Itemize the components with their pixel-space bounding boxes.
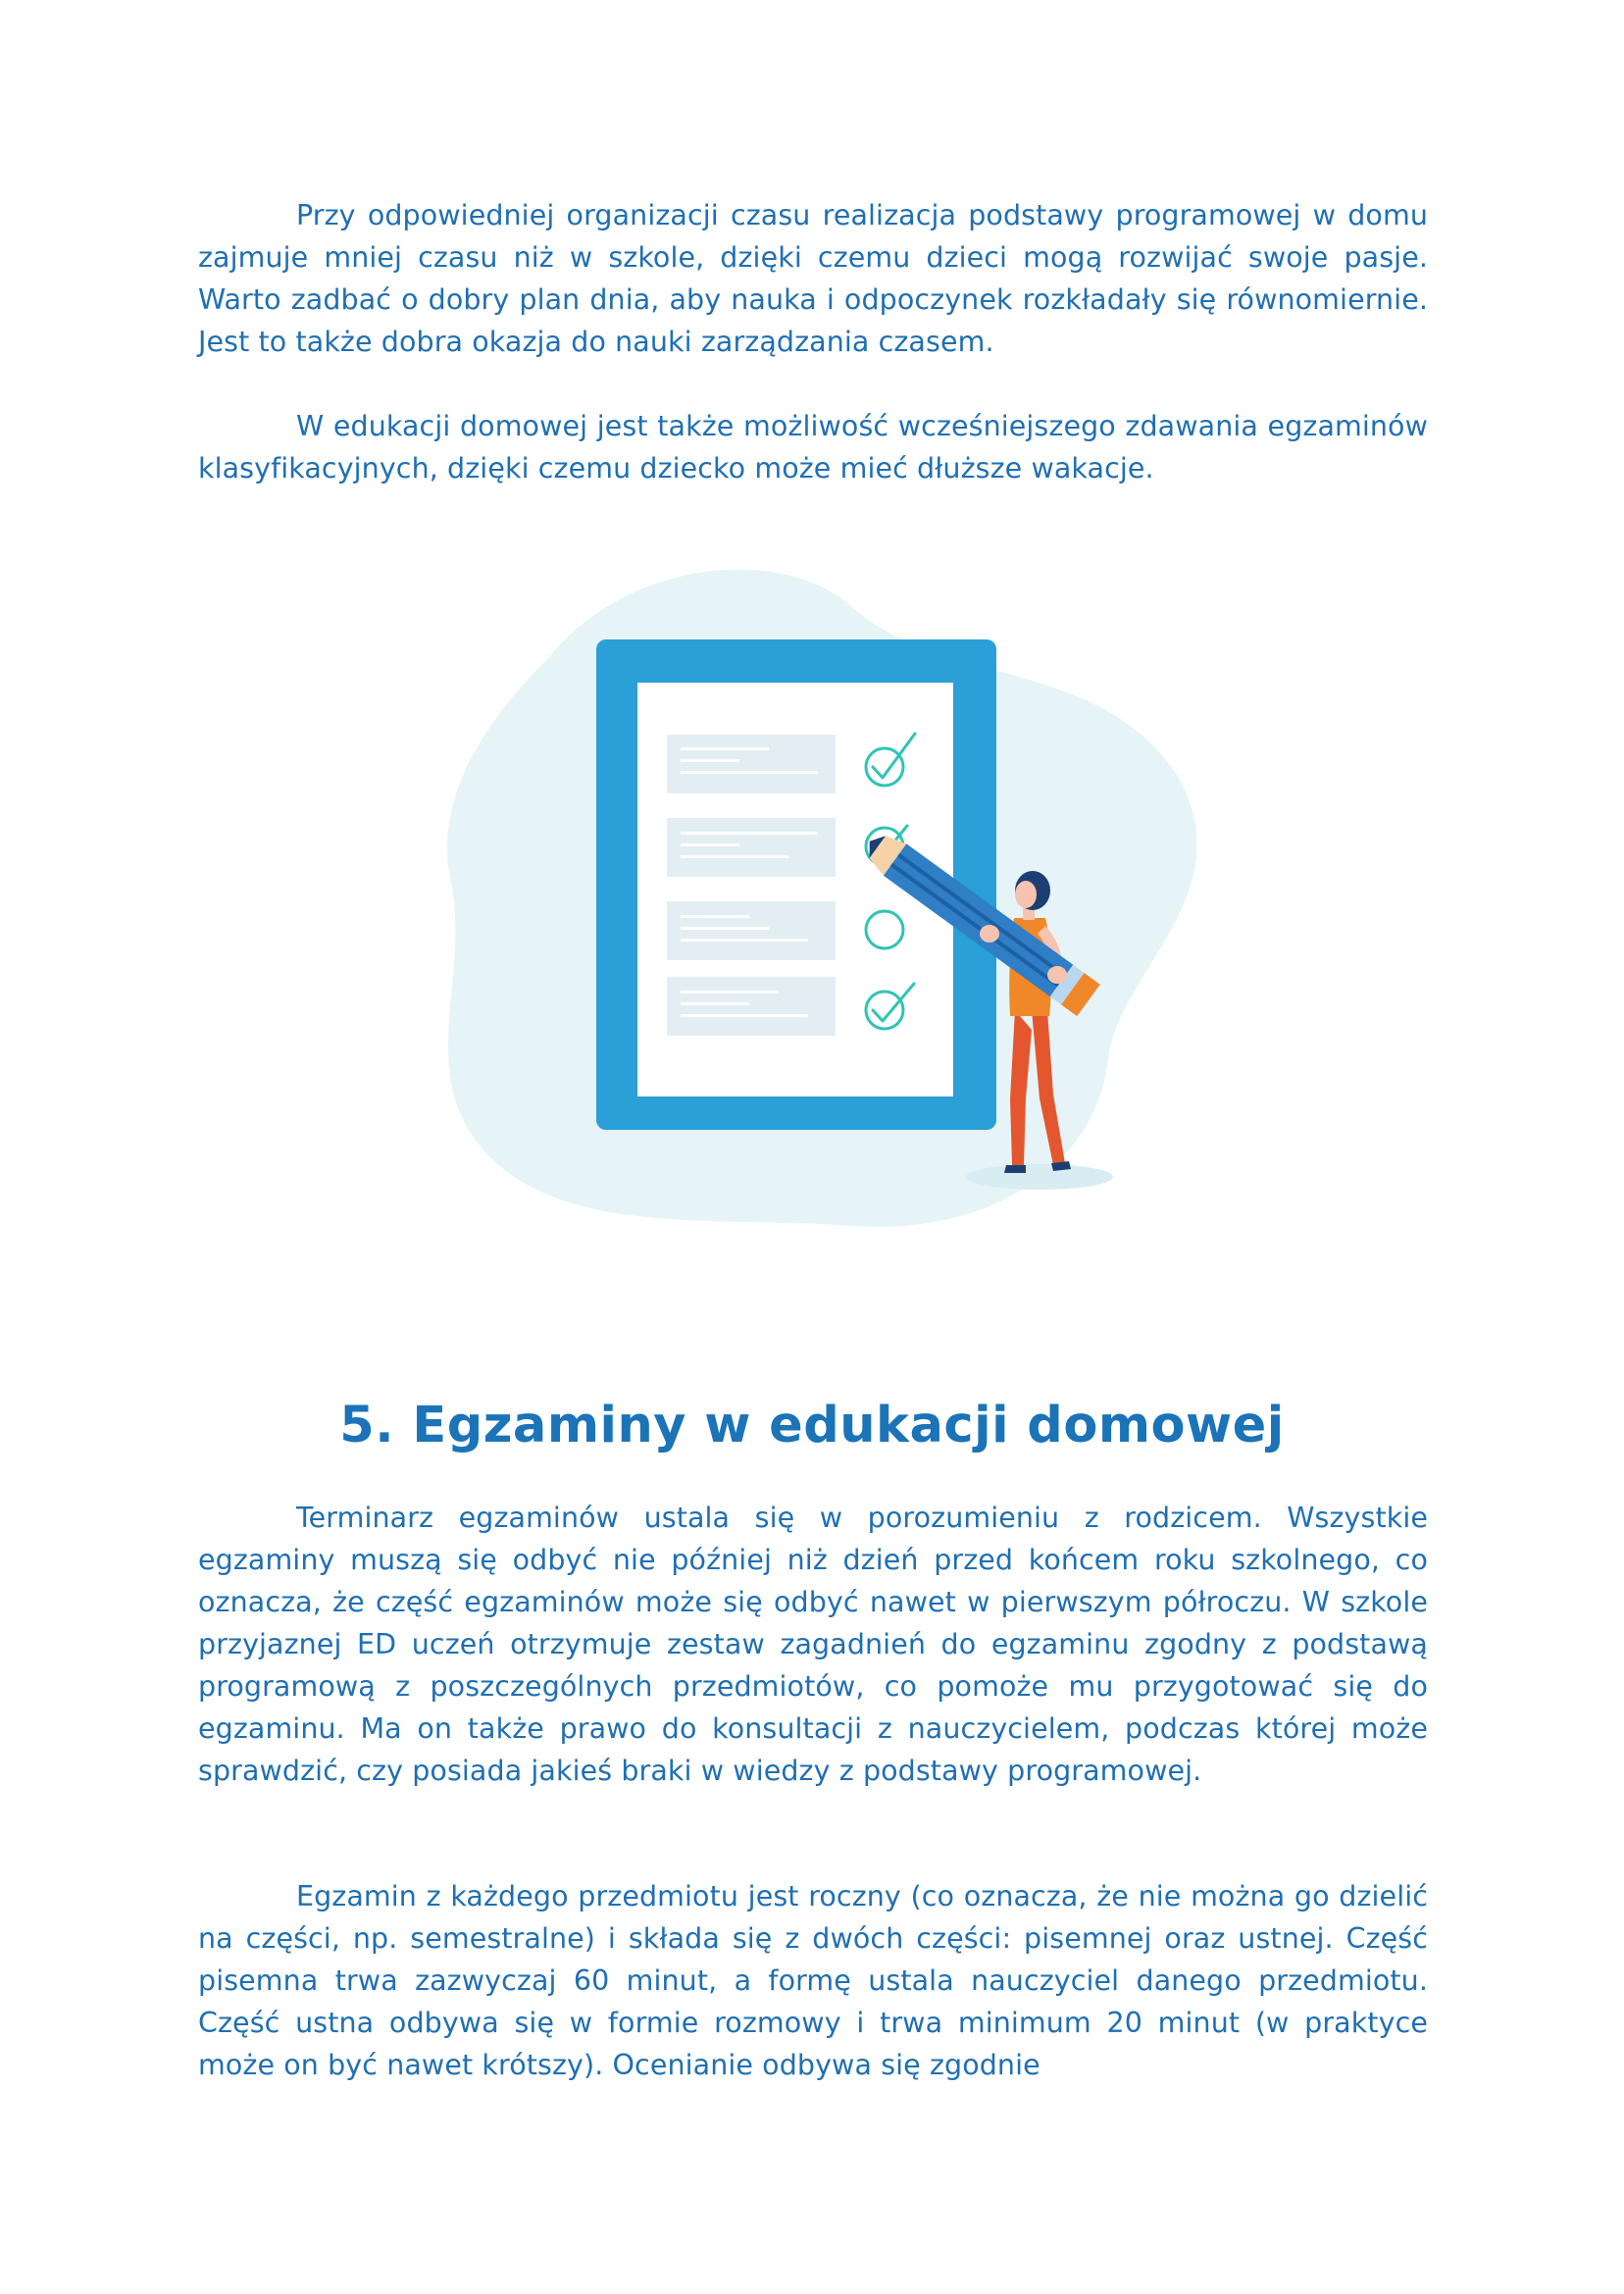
floor-shadow [966,1164,1113,1190]
checklist-illustration [431,549,1196,1255]
checklist-row [667,735,836,793]
section-heading: 5. Egzaminy w edukacji domowej [339,1397,1285,1454]
checklist-row [667,818,836,877]
checklist-row [667,977,836,1036]
hand [1047,966,1067,984]
hand [980,925,999,943]
paragraph-early-exams: W edukacji domowej jest także możliwość wcześniejszego zdawania egzaminów klasyfikacyjnych, dzięki czemu dziecko może mieć dłuższe wakacje. [198,410,1428,484]
checklist-row [667,901,836,960]
paragraph-exam-format: Egzamin z każdego przedmiotu jest roczny (co oznacza, że nie można go dzielić na części, np. semestralne) i składa się z dwóch części: pisemnej oraz ustnej. Część pisemna trwa zazwyczaj 60 minut, a formę ustala nauczyciel danego przedmiotu. Część ustna odbywa się w formie rozmowy i trwa minimum 20 minut (w praktyce może on być nawet krótszy). Ocenianie odbywa się zgodnie [198,1880,1428,2081]
paragraph-planning: Przy odpowiedniej organizacji czasu realizacja podstawy programowej w domu zajmuje mniej czasu niż w szkole, dzięki czemu dzieci mogą rozwijać swoje pasje. Warto zadbać o dobry plan dnia, aby nauka i odpoczynek rozkładały się równomiernie. Jest to także dobra okazja do nauki zarządzania czasem. [198,199,1428,358]
paragraph-exam-schedule: Terminarz egzaminów ustala się w porozumieniu z rodzicem. Wszystkie egzaminy muszą się odbyć nie później niż dzień przed końcem roku szkolnego, co oznacza, że część egzaminów może się odbyć nawet w pierwszym półroczu. W szkole przyjaznej ED uczeń otrzymuje zestaw zagadnień do egzaminu zgodny z podstawą programową z poszczególnych przedmiotów, co pomoże mu przygotować się do egzaminu. Ma on także prawo do konsultacji z nauczycielem, podczas której może sprawdzić, czy posiada jakieś braki w wiedzy z podstawy programowej. [198,1502,1428,1787]
